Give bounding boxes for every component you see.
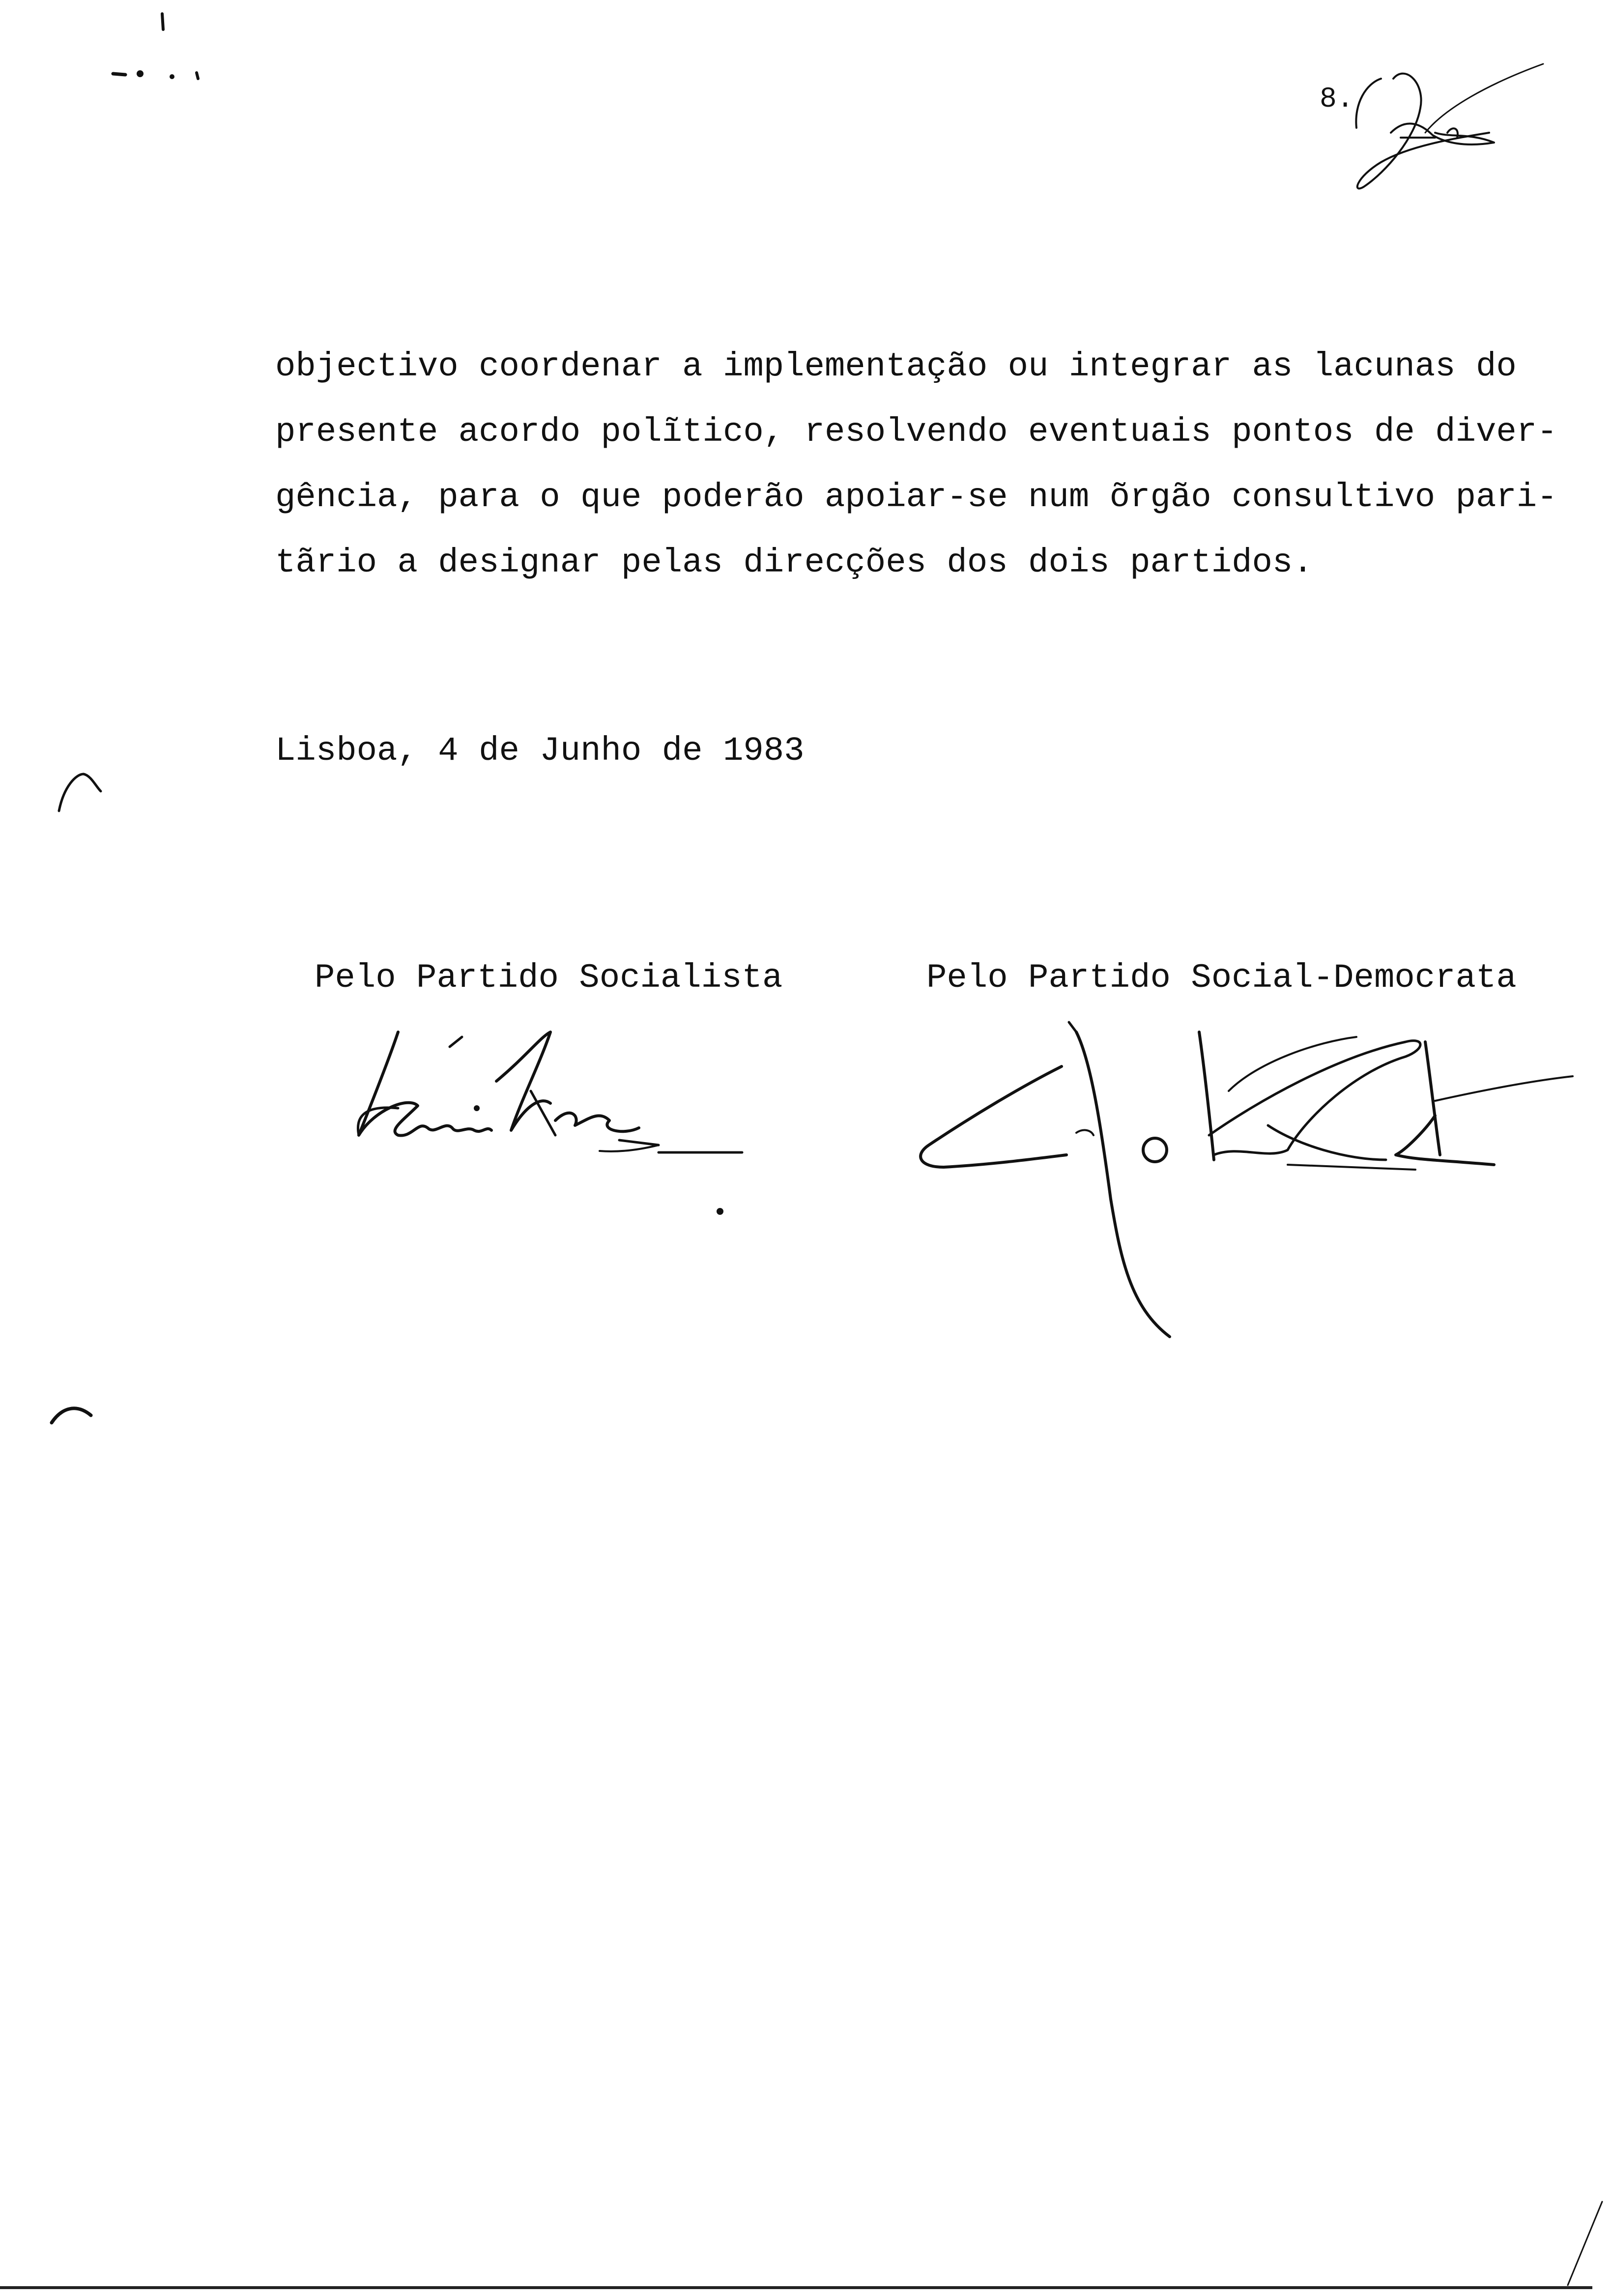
place-date: Lisboa, 4 de Junho de 1983 <box>275 732 805 770</box>
body-line: objectivo coordenar a implementação ou integrar as lacunas do <box>275 347 1517 386</box>
scan-marks <box>98 10 226 98</box>
signatory-label-psd: Pelo Partido Social-Democrata <box>926 959 1517 997</box>
initials-signature <box>1347 54 1553 201</box>
margin-mark <box>47 1396 101 1430</box>
margin-mark <box>54 767 108 821</box>
body-line: presente acordo polĩtico, resolvendo eventuais pontos de diver- <box>275 413 1557 451</box>
body-paragraph <box>275 334 1557 596</box>
signatory-label-ps: Pelo Partido Socialista <box>315 959 783 997</box>
signature-psd <box>914 1003 1583 1347</box>
page-number: 8. <box>1320 84 1354 115</box>
body-line: gência, para o que poderão apoiar-se num õrgão consultivo pari- <box>275 478 1557 517</box>
body-line: tãrio a designar pelas direcções dos dois partidos. <box>275 544 1313 582</box>
signature-ps <box>344 1022 767 1229</box>
corner-mark <box>1563 2197 1607 2290</box>
bottom-rule <box>0 2286 1592 2289</box>
